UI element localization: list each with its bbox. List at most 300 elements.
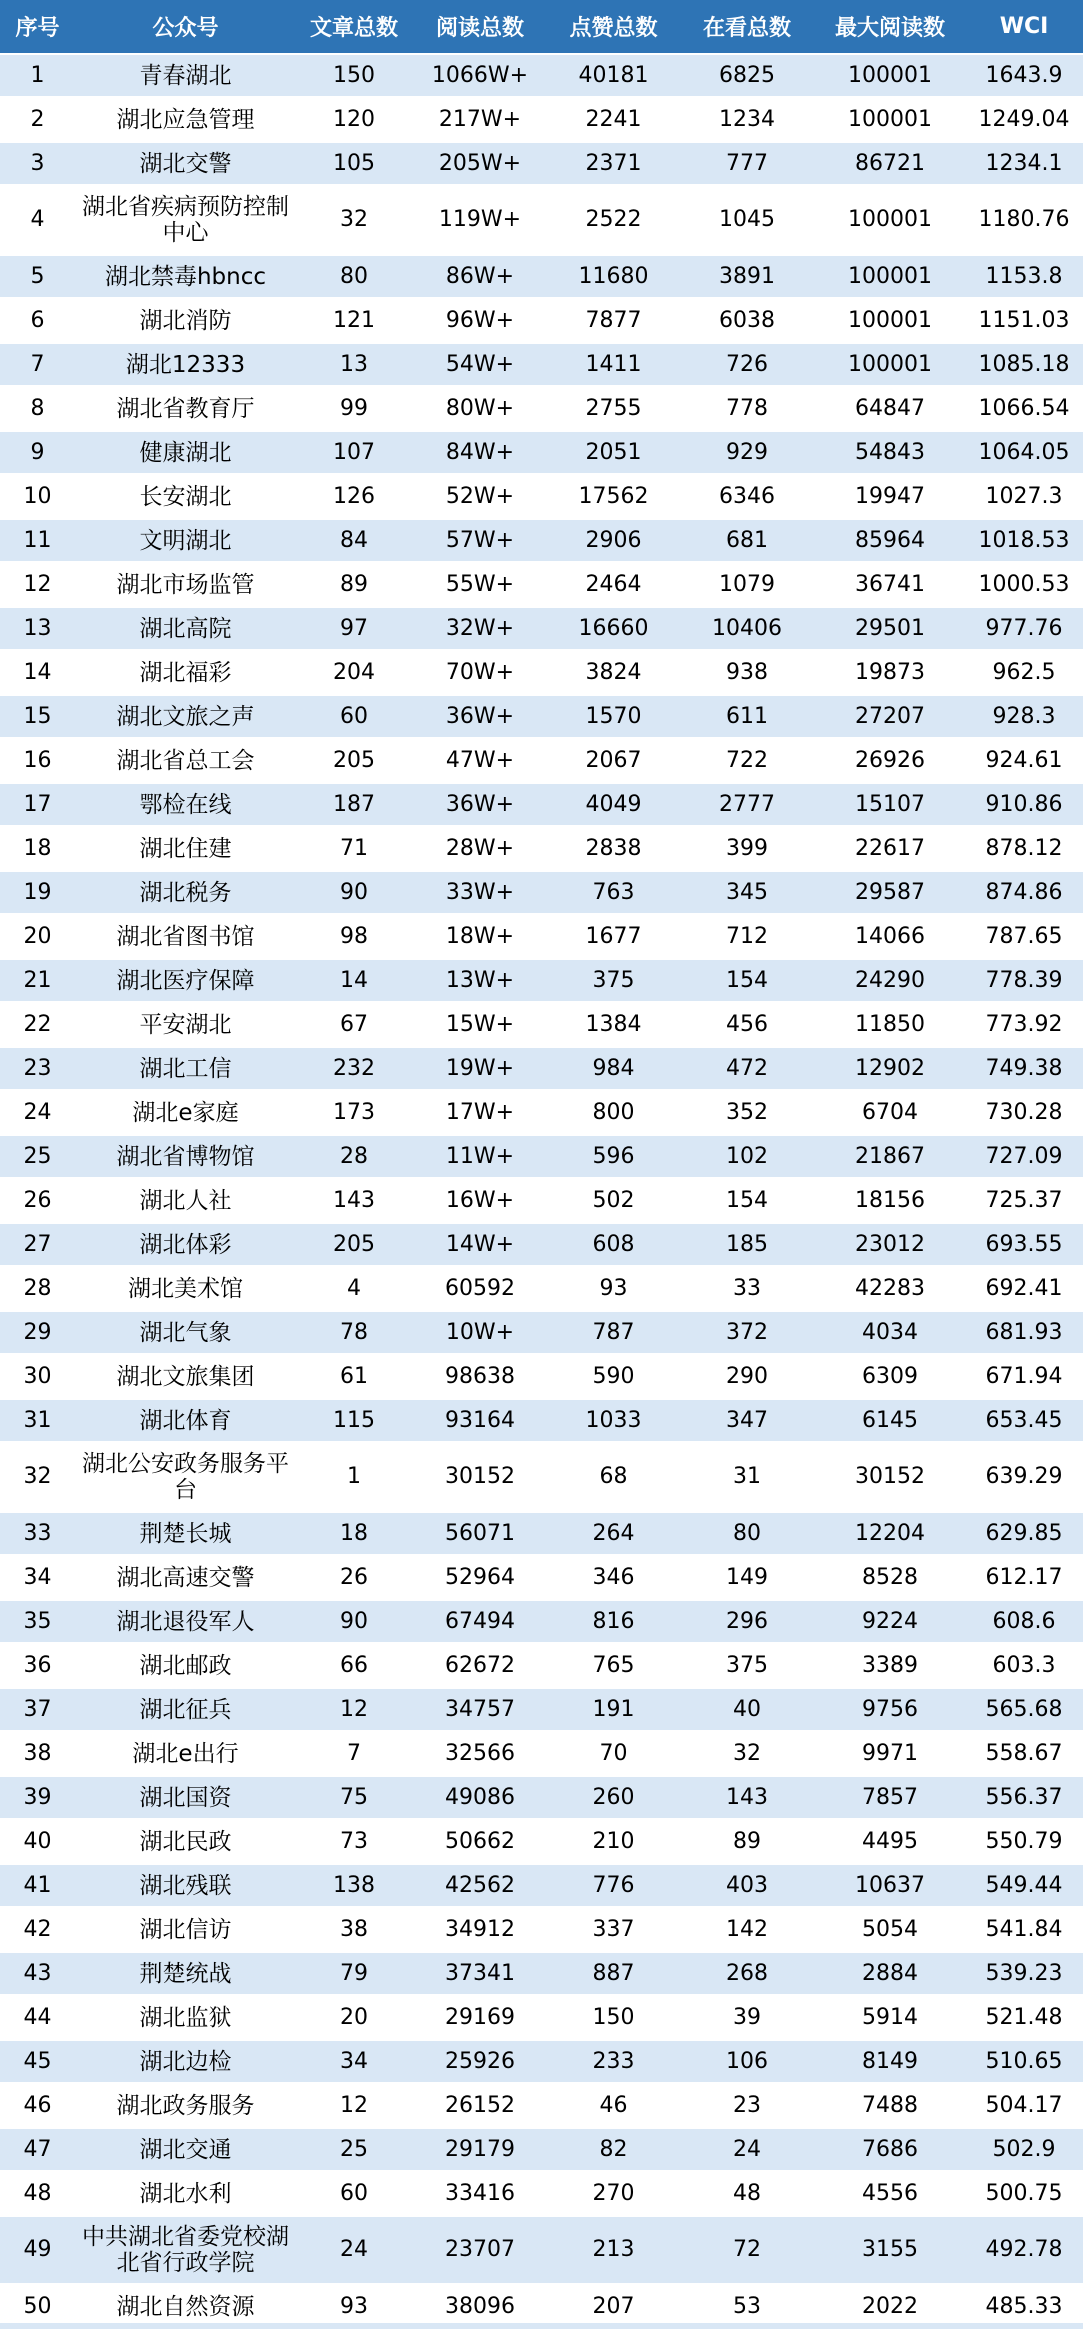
cell-account: 湖北残联	[75, 1864, 296, 1908]
cell-reads: 18W+	[412, 915, 548, 959]
cell-max-reads: 3389	[815, 1644, 965, 1688]
cell-articles: 90	[296, 1600, 412, 1644]
cell-rank: 26	[0, 1179, 75, 1223]
cell-account: 长安湖北	[75, 475, 296, 519]
cell-articles: 99	[296, 387, 412, 431]
cell-account: 湖北文旅之声	[75, 695, 296, 739]
cell-articles: 121	[296, 299, 412, 343]
cell-max-reads: 26926	[815, 739, 965, 783]
cell-account: 湖北交警	[75, 142, 296, 186]
table-row	[0, 2216, 1083, 2285]
cell-max-reads: 6145	[815, 1399, 965, 1443]
cell-account: 湖北高速交警	[75, 1556, 296, 1600]
cell-watching: 143	[679, 1776, 815, 1820]
cell-articles: 12	[296, 1688, 412, 1732]
cell-articles: 107	[296, 431, 412, 475]
cell-likes: 40181	[548, 54, 679, 98]
cell-reads: 205W+	[412, 142, 548, 186]
table-row	[0, 1047, 1083, 1091]
table-row	[0, 98, 1083, 142]
cell-watching: 268	[679, 1952, 815, 1996]
table-row	[0, 1179, 1083, 1223]
cell-likes: 150	[548, 1996, 679, 2040]
table-row	[0, 186, 1083, 255]
cell-rank: 25	[0, 1135, 75, 1179]
cell-articles: 38	[296, 1908, 412, 1952]
cell-likes: 233	[548, 2040, 679, 2084]
cell-max-reads: 100001	[815, 255, 965, 299]
table-row	[0, 1600, 1083, 1644]
cell-likes: 2906	[548, 519, 679, 563]
cell-account: 湖北体育	[75, 1399, 296, 1443]
cell-rank: 19	[0, 871, 75, 915]
cell-watching: 185	[679, 1223, 815, 1267]
cell-account: 荆楚统战	[75, 1952, 296, 1996]
cell-reads: 80W+	[412, 387, 548, 431]
cell-wci: 541.84	[965, 1908, 1083, 1952]
cell-articles: 138	[296, 1864, 412, 1908]
cell-reads: 14W+	[412, 1223, 548, 1267]
cell-likes: 1677	[548, 915, 679, 959]
cell-articles: 20	[296, 1996, 412, 2040]
cell-rank: 8	[0, 387, 75, 431]
cell-likes: 1411	[548, 343, 679, 387]
cell-wci: 1064.05	[965, 431, 1083, 475]
cell-max-reads: 4556	[815, 2172, 965, 2216]
cell-reads: 62672	[412, 1644, 548, 1688]
cell-max-reads: 9756	[815, 1688, 965, 1732]
cell-articles: 204	[296, 651, 412, 695]
cell-reads: 67494	[412, 1600, 548, 1644]
cell-articles: 143	[296, 1179, 412, 1223]
cell-max-reads: 9971	[815, 1732, 965, 1776]
cell-reads: 37341	[412, 1952, 548, 1996]
cell-likes: 984	[548, 1047, 679, 1091]
cell-rank: 4	[0, 186, 75, 255]
table-row	[0, 1820, 1083, 1864]
cell-rank: 32	[0, 1443, 75, 1512]
cell-wci: 492.78	[965, 2216, 1083, 2285]
cell-rank: 5	[0, 255, 75, 299]
cell-rank: 42	[0, 1908, 75, 1952]
cell-wci: 1643.9	[965, 54, 1083, 98]
cell-rank: 28	[0, 1267, 75, 1311]
cell-account: 湖北退役军人	[75, 1600, 296, 1644]
cell-articles: 26	[296, 1556, 412, 1600]
cell-rank: 1	[0, 54, 75, 98]
cell-likes: 2067	[548, 739, 679, 783]
cell-max-reads: 30152	[815, 1443, 965, 1512]
cell-wci: 1234.1	[965, 142, 1083, 186]
cell-watching: 938	[679, 651, 815, 695]
cell-articles: 60	[296, 2172, 412, 2216]
cell-likes: 2464	[548, 563, 679, 607]
cell-watching: 6038	[679, 299, 815, 343]
cell-reads: 13W+	[412, 959, 548, 1003]
cell-watching: 1079	[679, 563, 815, 607]
cell-max-reads: 4034	[815, 1311, 965, 1355]
cell-articles: 84	[296, 519, 412, 563]
table-row	[0, 475, 1083, 519]
cell-wci: 1085.18	[965, 343, 1083, 387]
cell-max-reads: 29587	[815, 871, 965, 915]
cell-likes: 70	[548, 1732, 679, 1776]
cell-rank: 27	[0, 1223, 75, 1267]
cell-max-reads: 100001	[815, 299, 965, 343]
table-row	[0, 1443, 1083, 1512]
cell-rank: 49	[0, 2216, 75, 2285]
cell-watching: 778	[679, 387, 815, 431]
cell-rank: 6	[0, 299, 75, 343]
cell-watching: 89	[679, 1820, 815, 1864]
cell-likes: 337	[548, 1908, 679, 1952]
cell-watching: 31	[679, 1443, 815, 1512]
table-row	[0, 607, 1083, 651]
cell-watching: 32	[679, 1732, 815, 1776]
table-row	[0, 1864, 1083, 1908]
cell-watching: 1234	[679, 98, 815, 142]
cell-rank: 20	[0, 915, 75, 959]
cell-reads: 38096	[412, 2285, 548, 2329]
cell-account: 湖北工信	[75, 1047, 296, 1091]
cell-wci: 692.41	[965, 1267, 1083, 1311]
cell-watching: 681	[679, 519, 815, 563]
cell-watching: 472	[679, 1047, 815, 1091]
cell-account: 湖北人社	[75, 1179, 296, 1223]
header-articles: 文章总数	[296, 0, 412, 54]
cell-likes: 2051	[548, 431, 679, 475]
cell-rank: 45	[0, 2040, 75, 2084]
cell-rank: 15	[0, 695, 75, 739]
cell-max-reads: 11850	[815, 1003, 965, 1047]
cell-watching: 6346	[679, 475, 815, 519]
cell-max-reads: 36741	[815, 563, 965, 607]
cell-reads: 29169	[412, 1996, 548, 2040]
cell-likes: 816	[548, 1600, 679, 1644]
cell-reads: 60592	[412, 1267, 548, 1311]
cell-articles: 18	[296, 1512, 412, 1556]
cell-watching: 611	[679, 695, 815, 739]
cell-account: 文明湖北	[75, 519, 296, 563]
cell-likes: 590	[548, 1355, 679, 1399]
cell-rank: 9	[0, 431, 75, 475]
cell-wci: 556.37	[965, 1776, 1083, 1820]
cell-wci: 787.65	[965, 915, 1083, 959]
cell-reads: 98638	[412, 1355, 548, 1399]
cell-max-reads: 19947	[815, 475, 965, 519]
cell-reads: 17W+	[412, 1091, 548, 1135]
cell-max-reads: 86721	[815, 142, 965, 186]
cell-account: 湖北征兵	[75, 1688, 296, 1732]
cell-account: 荆楚长城	[75, 1512, 296, 1556]
cell-rank: 17	[0, 783, 75, 827]
cell-articles: 98	[296, 915, 412, 959]
cell-watching: 1045	[679, 186, 815, 255]
cell-articles: 187	[296, 783, 412, 827]
cell-likes: 787	[548, 1311, 679, 1355]
cell-rank: 30	[0, 1355, 75, 1399]
cell-max-reads: 2022	[815, 2285, 965, 2329]
cell-rank: 34	[0, 1556, 75, 1600]
table-row	[0, 1003, 1083, 1047]
cell-max-reads: 3155	[815, 2216, 965, 2285]
table-row	[0, 519, 1083, 563]
table-row	[0, 255, 1083, 299]
cell-watching: 712	[679, 915, 815, 959]
table-row	[0, 1776, 1083, 1820]
cell-max-reads: 7488	[815, 2084, 965, 2128]
cell-likes: 11680	[548, 255, 679, 299]
cell-account: 湖北民政	[75, 1820, 296, 1864]
cell-watching: 345	[679, 871, 815, 915]
cell-wci: 653.45	[965, 1399, 1083, 1443]
cell-articles: 7	[296, 1732, 412, 1776]
cell-watching: 372	[679, 1311, 815, 1355]
cell-wci: 910.86	[965, 783, 1083, 827]
cell-account: 中共湖北省委党校湖北省行政学院	[75, 2216, 296, 2285]
cell-wci: 1180.76	[965, 186, 1083, 255]
cell-likes: 270	[548, 2172, 679, 2216]
cell-max-reads: 2884	[815, 1952, 965, 1996]
cell-articles: 67	[296, 1003, 412, 1047]
cell-reads: 70W+	[412, 651, 548, 695]
table-row	[0, 2128, 1083, 2172]
cell-watching: 456	[679, 1003, 815, 1047]
cell-articles: 24	[296, 2216, 412, 2285]
table-row	[0, 387, 1083, 431]
cell-articles: 150	[296, 54, 412, 98]
cell-account: 湖北政务服务	[75, 2084, 296, 2128]
cell-articles: 232	[296, 1047, 412, 1091]
table-row	[0, 1908, 1083, 1952]
cell-watching: 777	[679, 142, 815, 186]
cell-account: 湖北体彩	[75, 1223, 296, 1267]
cell-account: 湖北住建	[75, 827, 296, 871]
cell-max-reads: 19873	[815, 651, 965, 695]
cell-likes: 207	[548, 2285, 679, 2329]
cell-reads: 10W+	[412, 1311, 548, 1355]
cell-rank: 38	[0, 1732, 75, 1776]
cell-max-reads: 6704	[815, 1091, 965, 1135]
cell-articles: 34	[296, 2040, 412, 2084]
cell-wci: 928.3	[965, 695, 1083, 739]
cell-max-reads: 6309	[815, 1355, 965, 1399]
cell-watching: 296	[679, 1600, 815, 1644]
cell-wci: 671.94	[965, 1355, 1083, 1399]
cell-max-reads: 12204	[815, 1512, 965, 1556]
cell-likes: 765	[548, 1644, 679, 1688]
cell-articles: 71	[296, 827, 412, 871]
cell-rank: 3	[0, 142, 75, 186]
cell-max-reads: 42283	[815, 1267, 965, 1311]
cell-articles: 60	[296, 695, 412, 739]
table-row	[0, 1311, 1083, 1355]
cell-reads: 34757	[412, 1688, 548, 1732]
table-row	[0, 1996, 1083, 2040]
cell-watching: 375	[679, 1644, 815, 1688]
cell-rank: 36	[0, 1644, 75, 1688]
cell-reads: 28W+	[412, 827, 548, 871]
cell-rank: 18	[0, 827, 75, 871]
cell-reads: 33416	[412, 2172, 548, 2216]
cell-articles: 73	[296, 1820, 412, 1864]
table-row	[0, 959, 1083, 1003]
cell-reads: 49086	[412, 1776, 548, 1820]
cell-wci: 962.5	[965, 651, 1083, 695]
cell-wci: 1153.8	[965, 255, 1083, 299]
cell-reads: 42562	[412, 1864, 548, 1908]
cell-wci: 878.12	[965, 827, 1083, 871]
header-rank: 序号	[0, 0, 75, 54]
cell-account: 湖北省博物馆	[75, 1135, 296, 1179]
cell-max-reads: 8149	[815, 2040, 965, 2084]
cell-rank: 37	[0, 1688, 75, 1732]
cell-max-reads: 100001	[815, 186, 965, 255]
table-row	[0, 827, 1083, 871]
cell-likes: 46	[548, 2084, 679, 2128]
cell-articles: 79	[296, 1952, 412, 1996]
table-row	[0, 739, 1083, 783]
cell-reads: 19W+	[412, 1047, 548, 1091]
cell-watching: 929	[679, 431, 815, 475]
table-row	[0, 915, 1083, 959]
cell-wci: 550.79	[965, 1820, 1083, 1864]
header-watching: 在看总数	[679, 0, 815, 54]
cell-watching: 149	[679, 1556, 815, 1600]
cell-rank: 14	[0, 651, 75, 695]
cell-reads: 34912	[412, 1908, 548, 1952]
cell-account: 湖北水利	[75, 2172, 296, 2216]
cell-max-reads: 22617	[815, 827, 965, 871]
cell-rank: 43	[0, 1952, 75, 1996]
cell-likes: 17562	[548, 475, 679, 519]
table-row	[0, 1135, 1083, 1179]
cell-account: 湖北医疗保障	[75, 959, 296, 1003]
cell-watching: 40	[679, 1688, 815, 1732]
table-row	[0, 1267, 1083, 1311]
cell-account: 湖北边检	[75, 2040, 296, 2084]
cell-likes: 502	[548, 1179, 679, 1223]
cell-max-reads: 23012	[815, 1223, 965, 1267]
cell-account: 湖北市场监管	[75, 563, 296, 607]
cell-wci: 521.48	[965, 1996, 1083, 2040]
cell-wci: 725.37	[965, 1179, 1083, 1223]
cell-max-reads: 64847	[815, 387, 965, 431]
cell-reads: 55W+	[412, 563, 548, 607]
cell-max-reads: 100001	[815, 98, 965, 142]
cell-wci: 778.39	[965, 959, 1083, 1003]
cell-likes: 2241	[548, 98, 679, 142]
cell-wci: 639.29	[965, 1443, 1083, 1512]
header-likes: 点赞总数	[548, 0, 679, 54]
cell-wci: 924.61	[965, 739, 1083, 783]
header-account: 公众号	[75, 0, 296, 54]
cell-watching: 80	[679, 1512, 815, 1556]
cell-reads: 54W+	[412, 343, 548, 387]
cell-reads: 1066W+	[412, 54, 548, 98]
table-row	[0, 2040, 1083, 2084]
table-row	[0, 431, 1083, 475]
cell-watching: 154	[679, 1179, 815, 1223]
cell-articles: 75	[296, 1776, 412, 1820]
cell-watching: 726	[679, 343, 815, 387]
cell-wci: 510.65	[965, 2040, 1083, 2084]
cell-max-reads: 85964	[815, 519, 965, 563]
cell-rank: 22	[0, 1003, 75, 1047]
cell-likes: 82	[548, 2128, 679, 2172]
cell-articles: 61	[296, 1355, 412, 1399]
cell-watching: 24	[679, 2128, 815, 2172]
cell-rank: 7	[0, 343, 75, 387]
cell-reads: 96W+	[412, 299, 548, 343]
cell-articles: 115	[296, 1399, 412, 1443]
cell-likes: 2838	[548, 827, 679, 871]
cell-articles: 205	[296, 1223, 412, 1267]
cell-account: 湖北消防	[75, 299, 296, 343]
cell-rank: 21	[0, 959, 75, 1003]
cell-reads: 11W+	[412, 1135, 548, 1179]
cell-wci: 502.9	[965, 2128, 1083, 2172]
cell-max-reads: 7686	[815, 2128, 965, 2172]
cell-rank: 44	[0, 1996, 75, 2040]
cell-likes: 213	[548, 2216, 679, 2285]
table-row	[0, 695, 1083, 739]
cell-account: 湖北公安政务服务平台	[75, 1443, 296, 1512]
cell-account: 平安湖北	[75, 1003, 296, 1047]
cell-wci: 1066.54	[965, 387, 1083, 431]
table-body	[0, 54, 1083, 2329]
cell-articles: 32	[296, 186, 412, 255]
cell-wci: 549.44	[965, 1864, 1083, 1908]
header-reads: 阅读总数	[412, 0, 548, 54]
cell-wci: 1000.53	[965, 563, 1083, 607]
cell-wci: 608.6	[965, 1600, 1083, 1644]
table-row	[0, 1091, 1083, 1135]
cell-reads: 50662	[412, 1820, 548, 1864]
cell-watching: 33	[679, 1267, 815, 1311]
cell-wci: 1151.03	[965, 299, 1083, 343]
cell-reads: 56071	[412, 1512, 548, 1556]
cell-account: 鄂检在线	[75, 783, 296, 827]
cell-reads: 86W+	[412, 255, 548, 299]
cell-watching: 53	[679, 2285, 815, 2329]
table-row	[0, 1688, 1083, 1732]
cell-wci: 485.33	[965, 2285, 1083, 2329]
cell-watching: 23	[679, 2084, 815, 2128]
cell-account: 湖北交通	[75, 2128, 296, 2172]
cell-max-reads: 12902	[815, 1047, 965, 1091]
cell-likes: 93	[548, 1267, 679, 1311]
cell-account: 湖北高院	[75, 607, 296, 651]
cell-articles: 97	[296, 607, 412, 651]
cell-account: 湖北国资	[75, 1776, 296, 1820]
cell-watching: 142	[679, 1908, 815, 1952]
cell-articles: 4	[296, 1267, 412, 1311]
cell-wci: 727.09	[965, 1135, 1083, 1179]
cell-account: 湖北美术馆	[75, 1267, 296, 1311]
cell-rank: 35	[0, 1600, 75, 1644]
cell-account: 湖北邮政	[75, 1644, 296, 1688]
cell-reads: 15W+	[412, 1003, 548, 1047]
cell-likes: 191	[548, 1688, 679, 1732]
cell-likes: 68	[548, 1443, 679, 1512]
cell-account: 湖北省疾病预防控制中心	[75, 186, 296, 255]
cell-likes: 887	[548, 1952, 679, 1996]
cell-max-reads: 9224	[815, 1600, 965, 1644]
cell-watching: 6825	[679, 54, 815, 98]
cell-account: 湖北气象	[75, 1311, 296, 1355]
cell-watching: 352	[679, 1091, 815, 1135]
